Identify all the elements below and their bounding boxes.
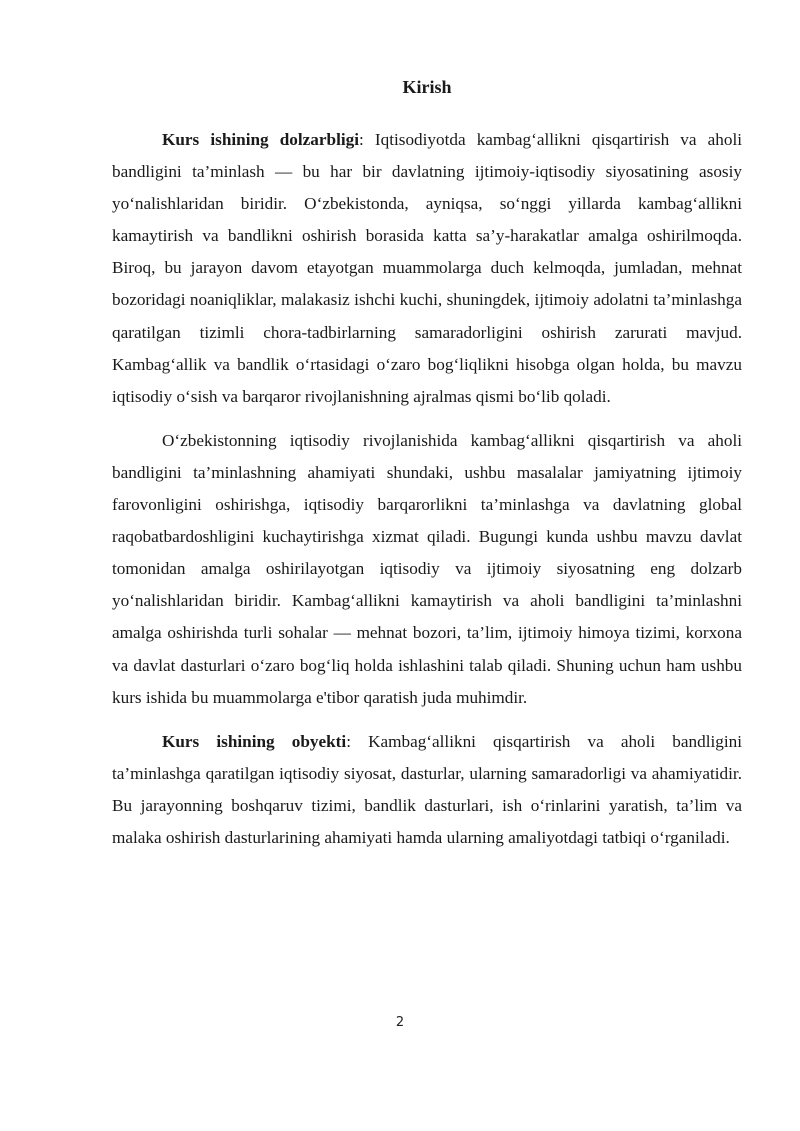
page-content: [112, 72, 742, 866]
paragraph-lead: Kurs ishining dolzarbligi: [162, 130, 360, 149]
paragraph-body: O‘zbekistonning iqtisodiy rivojlanishida kambag‘allikni qisqartirish va aholi bandligini ta’minlashning ahamiyati shundaki, ushbu masalalar jamiyatning ijtimoiy farovonligini oshirishga, iqtisodiy barqarorlikni ta’minlashga va davlatning global raqobatbardoshligini kuchaytirishga xizmat qiladi. Bugungi kunda ushbu mavzu davlat tomonidan amalga oshirilayotgan iqtisodiy va ijtimoiy siyosatning eng dolzarb yo‘nalishlaridan biridir. Kambag‘allikni kamaytirish va aholi bandligini ta’minlashni amalga oshirishda turli sohalar — mehnat bozori, ta’lim, ijtimoiy himoya tizimi, korxona va davlat dasturlari o‘zaro bog‘liq holda ishlashini talab qiladi. Shuning uchun ham ushbu kurs ishida bu muammolarga e'tibor qaratish juda muhimdir.: [112, 430, 742, 707]
page-number: 2: [395, 1015, 405, 1030]
paragraph-body: : Kambag‘allikni qisqartirish va aholi bandligini ta’minlashga qaratilgan iqtisodiy siyosat, dasturlar, ularning samaradorligi va ahamiyatidir. Bu jarayonning boshqaruv tizimi, bandlik dasturlari, ish o‘rinlarini yaratish, ta’lim va malaka oshirish dasturlarining ahamiyati hamda ularning amaliyotdagi tatbiqi o‘rganiladi.: [112, 731, 742, 847]
paragraph-relevance: [112, 124, 742, 413]
paragraph-importance: [112, 425, 742, 714]
paragraph-lead: Kurs ishining obyekti: [162, 731, 347, 751]
paragraph-body: : Iqtisodiyotda kambag‘allikni qisqartirish va aholi bandligini ta’minlash — bu har bir davlatning ijtimoiy-iqtisodiy siyosatining asosiy yo‘nalishlaridan biridir. O‘zbekistonda, ayniqsa, so‘nggi yillarda kambag‘allikni kamaytirish va bandlikni oshirish borasida katta sa’y-harakatlar amalga oshirilmoqda. Biroq, bu jarayon davom etayotgan muammolarga duch kelmoqda, jumladan, mehnat bozoridagi noaniqliklar, malakasiz ishchi kuchi, shuningdek, ijtimoiy adolatni ta’minlashga qaratilgan tizimli chora-tadbirlarning samaradorligini oshirish zarurati mavjud. Kambag‘allik va bandlik o‘rtasidagi o‘zaro bog‘liqlikni hisobga olgan holda, bu mavzu iqtisodiy o‘sish va barqaror rivojlanishning ajralmas qismi bo‘lib qoladi.: [112, 130, 743, 406]
section-title: Kirish: [402, 77, 452, 97]
paragraph-object: [112, 726, 742, 854]
